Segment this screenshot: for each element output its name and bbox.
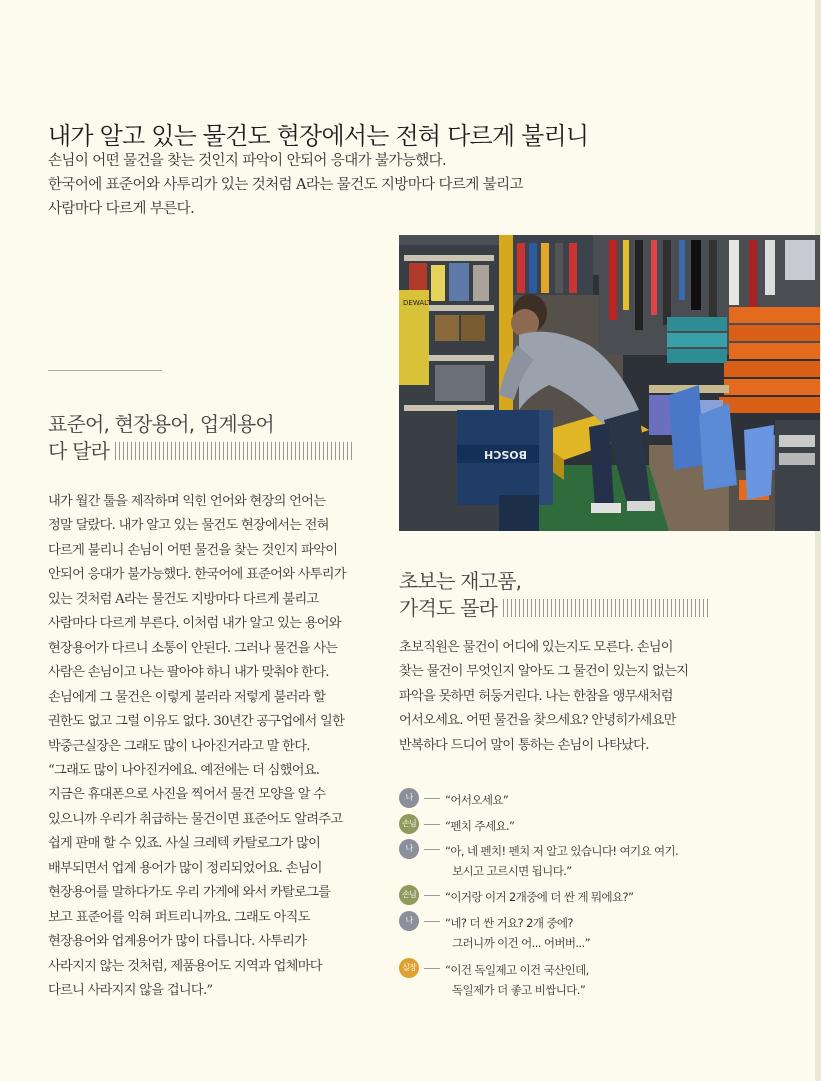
dialogue-line: 그러니까 이건 어... 어버버...”	[452, 936, 590, 950]
section1-paragraph	[48, 490, 346, 1004]
paragraph-line: 쉽게 판매 할 수 있죠. 사실 크레텍 카탈로그가 많이	[48, 836, 321, 852]
dialogue-line: 독일제가 더 좋고 비쌉니다.”	[452, 983, 586, 997]
paragraph-line: 지금은 휴대폰으로 사진을 찍어서 물건 모양을 알 수	[48, 787, 326, 803]
speaker-badge: 나	[399, 788, 419, 808]
dialogue-text	[445, 816, 514, 836]
paragraph-line: 현장용어와 업계용어가 많이 다릅니다. 사투리가	[48, 934, 307, 950]
store-photo-illustration	[399, 235, 820, 531]
paragraph-line: 있으니까 우리가 취급하는 물건이면 표준어도 알려주고	[48, 811, 343, 827]
photo-box-label: BOSCH	[484, 448, 527, 461]
speaker-badge: 실장	[399, 958, 419, 978]
paragraph-line: 권한도 없고 그럴 이유도 없다. 30년간 공구업에서 일한	[48, 714, 345, 730]
section1-heading-line	[48, 438, 353, 465]
paragraph-line: 현장용어가 다르니 소통이 안된다. 그러나 물건을 사는	[48, 640, 338, 656]
speaker-badge: 나	[399, 839, 419, 859]
page-edge-shadow	[815, 0, 821, 1081]
section1-heading-line: 표준어, 현장용어, 업계용어	[48, 412, 274, 436]
tag-text: DEWALT	[403, 299, 432, 307]
paragraph-line: 찾는 물건이 무엇인지 알아도 그 물건이 있는지 없는지	[399, 664, 689, 680]
paragraph-line: 정말 달랐다. 내가 알고 있는 물건도 현장에서는 전혀	[48, 518, 329, 534]
paragraph-line: “그래도 많이 나아진거에요. 예전에는 더 심했어요.	[48, 762, 320, 778]
section1-heading	[48, 411, 353, 465]
paragraph-line: 안되어 응대가 불가능했다. 한국어에 표준어와 사투리가	[48, 567, 346, 583]
dialogue-dash	[424, 798, 440, 799]
lead-line: 사람마다 다르게 부른다.	[48, 201, 195, 217]
store-photo	[399, 235, 820, 531]
speaker-badge: 나	[399, 911, 419, 931]
paragraph-line: 사람마다 다르게 부른다. 이처럼 내가 알고 있는 용어와	[48, 616, 341, 632]
dialogue-line: “이건 독일제고 이건 국산인데,	[445, 963, 589, 977]
section2-heading-text: 가격도 몰라	[399, 596, 498, 620]
dialogue-line: “어서오세요”	[445, 793, 509, 807]
section1-heading-text: 다 달라	[48, 439, 110, 463]
hatch-decoration	[503, 599, 708, 617]
paragraph-line: 반복하다 드디어 말이 통하는 손님이 나타났다.	[399, 737, 649, 753]
section2-paragraph	[399, 636, 688, 758]
page-headline: 내가 알고 있는 물건도 현장에서는 전혀 다르게 불리니	[48, 122, 589, 151]
dialogue-line: 보시고 고르시면 됩니다.”	[452, 864, 572, 878]
dialogue-text	[445, 841, 678, 881]
section2-heading-line	[399, 595, 708, 622]
paragraph-line: 내가 월간 툴을 제작하며 익힌 언어와 현장의 언어는	[48, 494, 326, 509]
paragraph-line: 다르게 불리니 손님이 어떤 물건을 찾는 것인지 파악이	[48, 542, 338, 558]
paragraph-line: 있는 것처럼 A라는 물건도 지방마다 다르게 불리고	[48, 591, 319, 607]
dialogue-line: “아, 네 펜치! 펜치 저 알고 있습니다! 여기요 여기.	[445, 844, 679, 858]
lead-line: 손님이 어떤 물건을 찾는 것인지 파악이 안되어 응대가 불가능했다.	[48, 153, 447, 169]
paragraph-line: 파악을 못하면 허둥거린다. 나는 한참을 앵무새처럼	[399, 688, 673, 704]
speaker-badge: 손님	[399, 885, 419, 905]
dialogue-line: “펜치 주세요.”	[445, 819, 515, 833]
dialogue-line: “네? 더 싼 거요? 2개 중에?	[445, 916, 573, 930]
speaker-badge: 손님	[399, 814, 419, 834]
paragraph-line: 배부되면서 업계 용어가 많이 정리되었어요. 손님이	[48, 860, 322, 876]
dialogue-dash	[424, 921, 440, 922]
hatch-decoration	[115, 442, 353, 460]
paragraph-line: 사람은 손님이고 나는 팔아야 하니 내가 맞춰야 한다.	[48, 665, 329, 681]
paragraph-line: 박중근실장은 그래도 많이 나아진거라고 말 한다.	[48, 738, 310, 754]
dialogue-text	[445, 887, 633, 907]
section-divider	[48, 370, 162, 371]
lead-line: 한국어에 표준어와 사투리가 있는 것처럼 A라는 물건도 지방마다 다르게 불리고	[48, 177, 523, 193]
paragraph-line: 사라지지 않는 것처럼, 제품용어도 지역과 업체마다	[48, 958, 322, 974]
dialogue-text	[445, 790, 508, 810]
dialogue-dash	[424, 968, 440, 969]
dialogue-line: “이거랑 이거 2개중에 더 싼 게 뭐에요?”	[445, 890, 634, 904]
paragraph-line: 손님에게 그 물건은 이렇게 불러라 저렇게 불러라 할	[48, 689, 326, 705]
section2-heading	[399, 568, 708, 622]
dialogue-text	[445, 913, 590, 953]
section2-heading-line: 초보는 재고품,	[399, 569, 522, 593]
paragraph-line: 초보직원은 물건이 어디에 있는지도 모른다. 손님이	[399, 640, 673, 655]
dialogue-text	[445, 960, 589, 1000]
paragraph-line: 어서오세요. 어떤 물건을 찾으세요? 안녕히가세요만	[399, 713, 676, 729]
paragraph-line: 보고 표준어를 익혀 퍼트리니까요. 그래도 아직도	[48, 909, 310, 925]
dialogue-dash	[424, 895, 440, 896]
dialogue-dash	[424, 849, 440, 850]
paragraph-line: 현장용어를 말하다가도 우리 가게에 와서 카탈로그를	[48, 885, 331, 901]
dialogue-dash	[424, 824, 440, 825]
lead-paragraph	[48, 149, 608, 221]
paragraph-line: 다르니 사라지지 않을 겁니다.”	[48, 983, 213, 999]
